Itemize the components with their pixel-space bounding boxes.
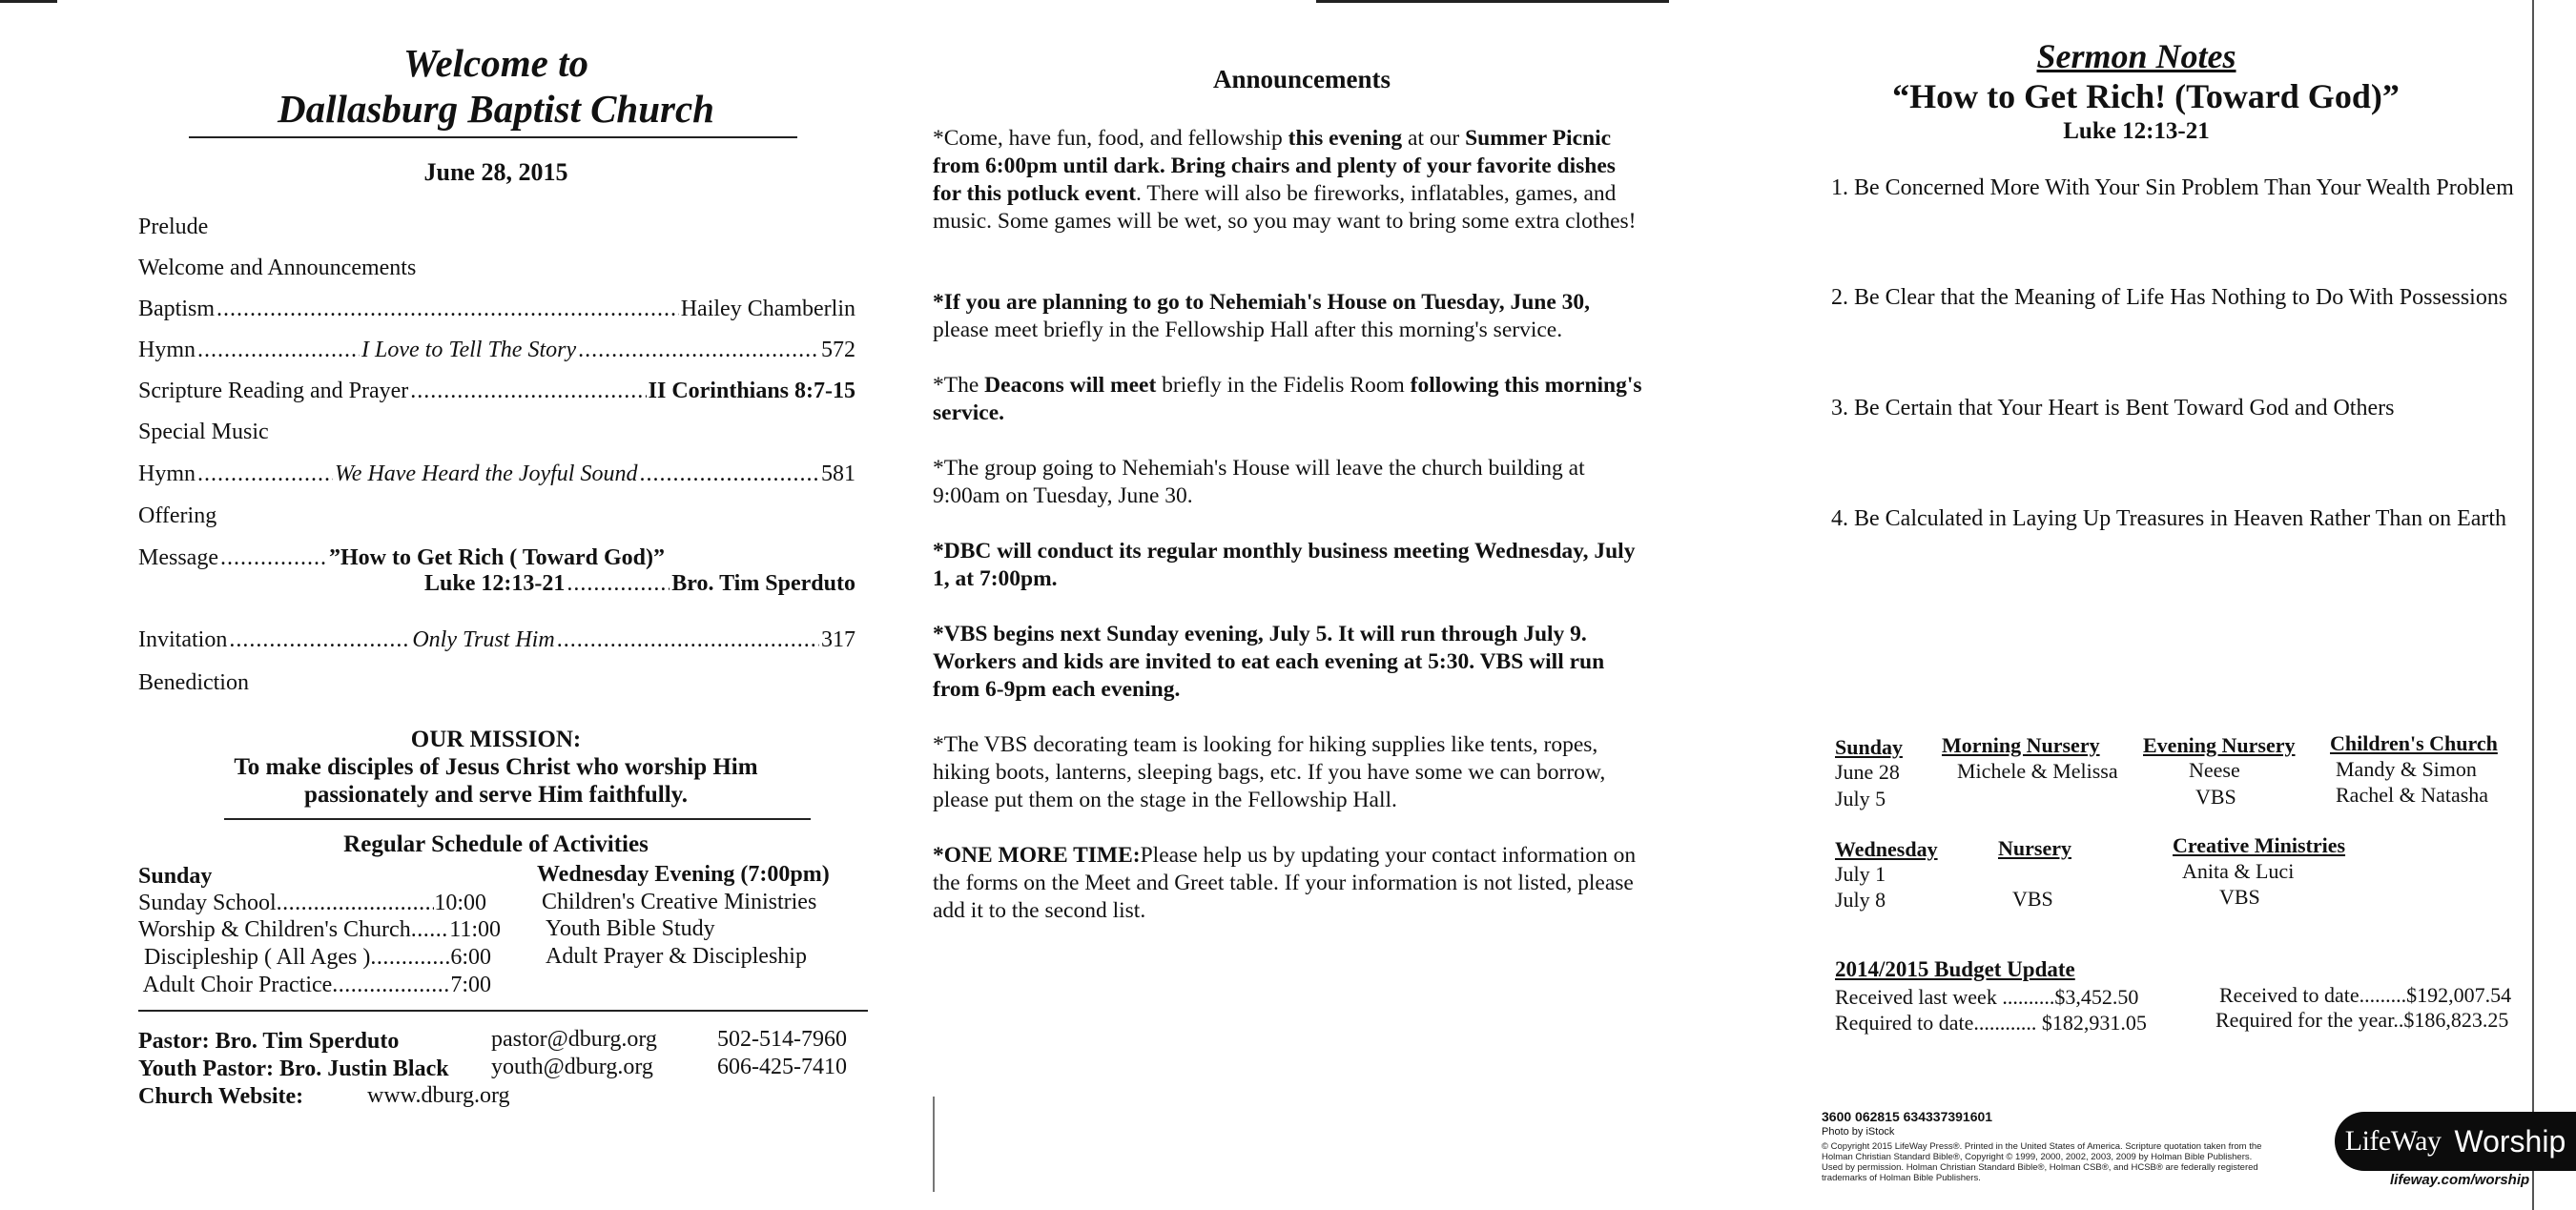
order-item: Message ..... ”How to Get Rich ( Toward God)” — [138, 545, 855, 578]
sunday-schedule-item: Sunday School ..... 10:00 — [138, 891, 486, 916]
nursery-evening: Neese — [2189, 758, 2240, 782]
wednesday-schedule-item: Children's Creative Ministries — [542, 890, 817, 914]
copyright-line: © Copyright 2015 LifeWay Press®. Printed in the United States of America. Scripture quotation taken from the — [1822, 1141, 2262, 1152]
welcome-title-line2: Dallasburg Baptist Church — [278, 87, 714, 131]
wednesday-heading: Wednesday Evening (7:00pm) — [537, 862, 830, 887]
sermon-title: “How to Get Rich! (Toward God)” — [1892, 77, 2400, 115]
announcement-business-meeting: *DBC will conduct its regular monthly business meeting Wednesday, July 1, at 7:00pm. — [933, 539, 1636, 591]
nursery-evening-head: Evening Nursery — [2143, 733, 2296, 757]
order-item: Prelude — [138, 215, 209, 239]
creative-ministries: VBS — [2219, 885, 2260, 909]
budget-required-year: Required for the year..$186,823.25 — [2215, 1008, 2509, 1032]
church-website[interactable]: www.dburg.org — [367, 1083, 510, 1108]
order-item: Scripture Reading and Prayer ..... II Corinthians 8:7-15 — [138, 379, 855, 411]
welcome-title-line1: Welcome to — [403, 41, 588, 85]
childrens-church: Rachel & Natasha — [2336, 783, 2489, 807]
product-code: 3600 062815 634337391601 — [1822, 1109, 1993, 1124]
sermon-notes-heading: Sermon Notes — [2036, 37, 2236, 75]
sermon-reference: Luke 12:13-21 — [2063, 118, 2210, 144]
pastor-email[interactable]: pastor@dburg.org — [491, 1027, 657, 1052]
wednesday-nursery: VBS — [2012, 887, 2053, 911]
copyright-line: trademarks of Holman Bible Publishers. — [1822, 1173, 1981, 1183]
childrens-church: Mandy & Simon — [2336, 757, 2477, 781]
announcement-vbs-decorating: *The VBS decorating team is looking for hiking supplies like tents, ropes, hiking boots, lanterns, sleeping bags, etc. If you have some we can borrow, please put them on the stage in the Fellowship Hall. — [933, 732, 1606, 812]
youth-pastor-phone: 606-425-7410 — [717, 1055, 847, 1079]
nursery-morning-head: Morning Nursery — [1942, 733, 2100, 757]
title-divider — [189, 136, 797, 138]
youth-pastor-email[interactable]: youth@dburg.org — [491, 1055, 653, 1079]
announcement-vbs: *VBS begins next Sunday evening, July 5. It will run through July 9. Workers and kids are invited to eat each evening at 5:30. VBS will run from 6-9pm each evening. — [933, 622, 1605, 702]
wednesday-date: July 8 — [1835, 888, 1886, 912]
order-item: Luke 12:13-21 ..... Bro. Tim Sperduto — [424, 571, 855, 604]
childrens-church-head: Children's Church — [2330, 731, 2498, 755]
wednesday-nursery-head: Nursery — [1998, 836, 2071, 860]
sermon-point: 3. Be Certain that Your Heart is Bent Toward God and Others — [1831, 396, 2395, 420]
announcement-deacons: *The Deacons will meet briefly in the Fidelis Room following this morning's service. — [933, 373, 1642, 425]
announcement-nehemiah-departure: *The group going to Nehemiah's House will leave the church building at 9:00am on Tuesday, June 30. — [933, 456, 1585, 508]
announcement-nehemiah-meeting: *If you are planning to go to Nehemiah's House on Tuesday, June 30, please meet briefly in the Fellowship Hall after this morning's service. — [933, 290, 1591, 342]
wednesday-date: July 1 — [1835, 862, 1886, 886]
announcements-title: Announcements — [1212, 65, 1391, 93]
mission-line: passionately and serve Him faithfully. — [303, 782, 689, 808]
mission-heading: OUR MISSION: — [410, 727, 582, 752]
sunday-schedule-item: Worship & Children's Church ..... 11:00 — [138, 917, 501, 943]
sunday-schedule-item: Discipleship ( All Ages ) ..... 6:00 — [138, 945, 491, 971]
lifeway-worship-logo: LifeWay Worship — [2335, 1112, 2576, 1171]
nursery-date: July 5 — [1835, 787, 1886, 810]
schedule-title: Regular Schedule of Activities — [343, 831, 649, 857]
budget-received-to-date: Received to date.........$192,007.54 — [2219, 983, 2512, 1007]
lifeway-url[interactable]: lifeway.com/worship — [2390, 1172, 2530, 1188]
nursery-date: June 28 — [1835, 760, 1900, 784]
sunday-schedule-item: Adult Choir Practice ..... 7:00 — [138, 973, 491, 998]
announcement-picnic: *Come, have fun, food, and fellowship this evening at our Summer Picnic from 6:00pm until dark. Bring chairs and plenty of your favorite dishes for this potluck event. There will also be fireworks, inflatables, games, and music. Some games will be wet, so you may want to bring some extra clothes! — [933, 126, 1637, 234]
order-item: Hymn ..... I Love to Tell The Story ..... 572 — [138, 338, 855, 370]
photo-credit: Photo by iStock — [1822, 1126, 1895, 1138]
sermon-point: 1. Be Concerned More With Your Sin Problem Than Your Wealth Problem — [1831, 175, 2514, 200]
order-item: Welcome and Announcements — [138, 256, 417, 280]
sermon-point: 4. Be Calculated in Laying Up Treasures in Heaven Rather Than on Earth — [1831, 506, 2507, 531]
order-item: Special Music — [138, 420, 269, 444]
sermon-point: 2. Be Clear that the Meaning of Life Has Nothing to Do With Possessions — [1831, 285, 2508, 310]
announcement-contact-update: *ONE MORE TIME:Please help us by updating your contact information on the forms on the Meet and Greet table. If your information is not listed, please add it to the second list. — [933, 843, 1637, 923]
youth-pastor-name: Youth Pastor: Bro. Justin Black — [138, 1056, 449, 1081]
order-item: Benediction — [138, 670, 249, 695]
service-date: June 28, 2015 — [423, 158, 568, 186]
budget-required-to-date: Required to date............ $182,931.05 — [1835, 1011, 2147, 1035]
order-item: Invitation ..... Only Trust Him ..... 317 — [138, 627, 855, 660]
sunday-heading: Sunday — [138, 864, 213, 889]
mission-line: To make disciples of Jesus Christ who worship Him — [234, 754, 758, 780]
website-label: Church Website: — [138, 1084, 304, 1109]
copyright-line: Holman Christian Standard Bible®, Copyright © 1999, 2000, 2002, 2003, 2009 by Holman Bible Publishers. — [1822, 1152, 2253, 1162]
mission-divider — [224, 818, 811, 820]
budget-received-last-week: Received last week ..........$3,452.50 — [1835, 985, 2139, 1009]
budget-title: 2014/2015 Budget Update — [1835, 957, 2075, 981]
creative-ministries-head: Creative Ministries — [2173, 833, 2346, 857]
wednesday-schedule-item: Youth Bible Study — [546, 916, 715, 941]
pastor-name: Pastor: Bro. Tim Sperduto — [138, 1029, 400, 1054]
nursery-sunday-head: Sunday — [1835, 735, 1903, 759]
order-item: Baptism ..... Hailey Chamberlin — [138, 297, 855, 329]
contact-divider — [138, 1010, 868, 1012]
order-item: Hymn ..... We Have Heard the Joyful Sound ..... 581 — [138, 461, 855, 494]
creative-ministries: Anita & Luci — [2182, 859, 2295, 883]
nursery-evening: VBS — [2195, 785, 2236, 809]
wednesday-head: Wednesday — [1835, 837, 1938, 861]
nursery-morning: Michele & Melissa — [1957, 759, 2118, 783]
pastor-phone: 502-514-7960 — [717, 1027, 847, 1052]
wednesday-schedule-item: Adult Prayer & Discipleship — [546, 944, 807, 969]
copyright-line: Used by permission. Holman Christian Standard Bible®, Holman CSB®, and HCSB® are federally registered — [1822, 1162, 2258, 1173]
order-item: Offering — [138, 503, 217, 528]
